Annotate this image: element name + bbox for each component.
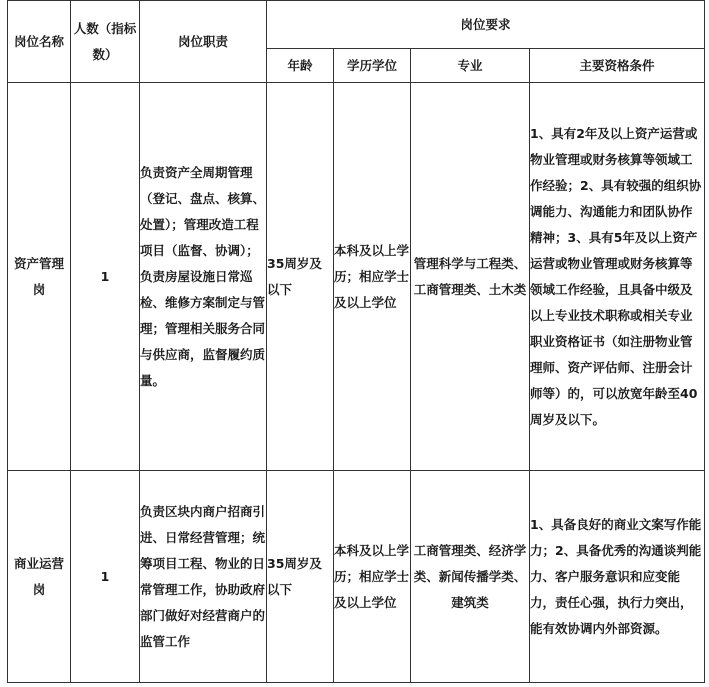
job-requirements-table <box>7 0 705 683</box>
header-education: 学历学位 <box>334 49 411 83</box>
education-requirement: 本科及以上学历；相应学士及以上学位 <box>334 83 411 471</box>
duties-text: 负责区块内商户招商引进、日常经营管理；统筹项目工程、物业的日常管理工作，协助政府部门做好对经营商户的监管工作 <box>140 471 267 683</box>
age-requirement: 35周岁及以下 <box>267 83 334 471</box>
qualifications-text: 1、具备良好的商业文案写作能力；2、具备优秀的沟通谈判能力、客户服务意识和应变能力，责任心强，执行力突出，能有效协调内外部资源。 <box>530 471 705 683</box>
header-major: 专业 <box>411 49 530 83</box>
position-name: 资产管理岗 <box>8 83 71 471</box>
header-qualifications: 主要资格条件 <box>530 49 705 83</box>
education-requirement: 本科及以上学历；相应学士及以上学位 <box>334 471 411 683</box>
table-row <box>8 83 705 471</box>
duties-text: 负责资产全周期管理（登记、盘点、核算、处置）；管理改造工程项目（监督、协调）；负责房屋设施日常巡检、维修方案制定与管理；管理相关服务合同与供应商，监督履约质量。 <box>140 83 267 471</box>
qualifications-text: 1、具有2年及以上资产运营或物业管理或财务核算等领域工作经验；2、具有较强的组织协调能力、沟通能力和团队协作精神；3、具有5年及以上资产运营或物业管理或财务核算等领域工作经验，且具备中级及以上专业技术职称或相关专业职业资格证书（如注册物业管理师、资产评估师、注册会计师等）的，可以放宽年龄至40周岁及以下。 <box>530 83 705 471</box>
header-age: 年龄 <box>267 49 334 83</box>
header-headcount: 人数（指标数） <box>71 1 140 83</box>
headcount-value: 1 <box>71 83 140 471</box>
age-requirement: 35周岁及以下 <box>267 471 334 683</box>
position-name: 商业运营岗 <box>8 471 71 683</box>
headcount-value: 1 <box>71 471 140 683</box>
header-position-name: 岗位名称 <box>8 1 71 83</box>
header-duties: 岗位职责 <box>140 1 267 83</box>
major-requirement: 管理科学与工程类、工商管理类、土木类 <box>411 83 530 471</box>
major-requirement: 工商管理类、经济学类、新闻传播学类、建筑类 <box>411 471 530 683</box>
header-row-1 <box>8 1 705 49</box>
header-requirements: 岗位要求 <box>267 1 705 49</box>
table-row <box>8 471 705 683</box>
